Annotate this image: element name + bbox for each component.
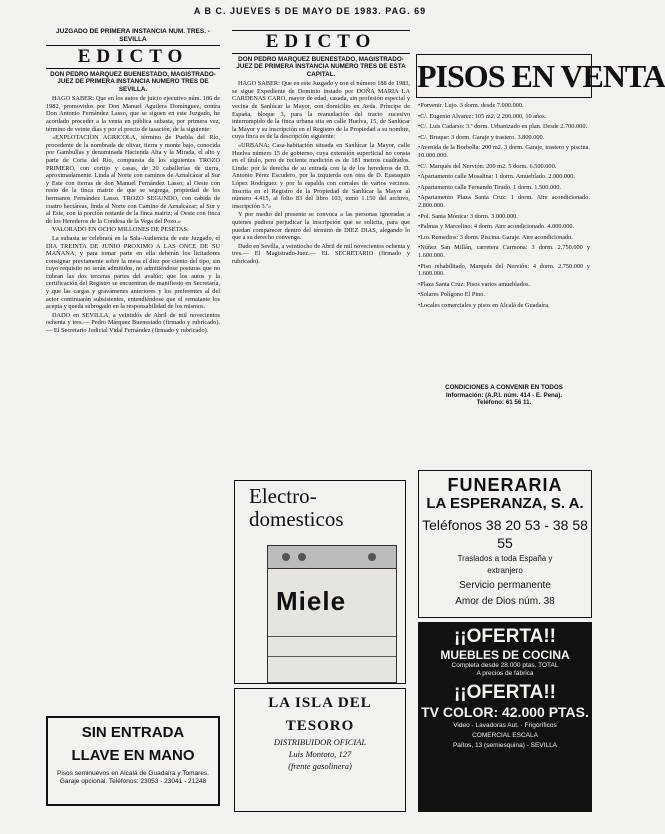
ad-text: DISTRIBUIDOR OFICIAL	[273, 737, 367, 747]
page-header: A B C. JUEVES 5 DE MAYO DE 1983. PAG. 69	[193, 6, 427, 16]
list-item: • Plaza Santa Cruz: Pisos varios amueblados.	[418, 281, 590, 289]
court-heading: JUZGADO DE PRIMERA INSTANCIA NUM. TRES. - SEVILLA	[56, 28, 210, 43]
pisos-list	[418, 102, 590, 380]
list-item: • Avenida de la Borbolla: 200 m2. 3 dorm. Garaje, trastero y piscina. 10.000.000.	[418, 144, 590, 159]
ad-text: Traslados a toda España y	[457, 554, 553, 563]
knob-icon	[368, 553, 376, 561]
paragraph: VALORADO EN OCHO MILLONES DE PESETAS.	[52, 226, 189, 234]
ad-title: LA ISLA DEL	[268, 695, 372, 711]
miele-logo: Miele	[276, 586, 347, 616]
paragraph: La subasta se celebrará en la Sala-Audiencia de este Juzgado, el DIA TREINTA DE JUNIO PROXIMO A LAS ONCE DE SU MAÑANA, y para tomar parte en ella deberán los licitadores consignar previamente sobre la mesa el diez por ciento del tipo, sin cuyo requisito no serán admitidos, no admitiéndose posturas que no cubran las dos terceras partes del avalúo; que los autos y la certificación del Registro se encuentran de manifiesto en Secretaría, y que las cargas y gravámenes anteriores y los preferentes al del actor continuarán subsistentes, entendiéndose que el rematante los acepta y queda subrogado en la responsabilidad de los mismos.	[46, 234, 220, 311]
conditions-info: Información: (A.P.I. núm. 414 - E. Pena).	[445, 391, 563, 399]
paragraph: HAGO SABER: Que en este Juzgado y con el número 188 de 1983, se sigue Expediente de Dominio instado por DOÑA MARIA LA CARDENAS CARO, mayor de edad, casada, sin profesión especial y vecina de Sanlúcar la Mayor, con domicilio en Avda. Príncipe de España, bloque 3, para la reanudación del tracto sucesivo interrumpido de la finca urbana sita en calle Huelva, 15, de Sanlúcar la Mayor y su inscripción en el Registro de la Propiedad a su nombre, cuya finca es de la descripción siguiente:	[232, 80, 410, 141]
ad-address: Paítos, 13 (semiesquina) - SEVILLA	[452, 742, 558, 749]
ad-title: LLAVE EN MANO	[71, 747, 195, 764]
list-item: • C/. Bruque: 3 dorm. Garaje y trastero. 3.800.000.	[418, 134, 590, 142]
list-item: • Solares Polígono El Pino.	[418, 291, 590, 299]
edicto-column-2	[232, 28, 410, 480]
ad-subtitle: MUEBLES DE COCINA	[440, 648, 570, 662]
ad-title	[249, 485, 344, 531]
conditions-block	[418, 384, 590, 407]
ad-title: TESORO	[285, 718, 355, 734]
list-item: • Núñez San Millán, carretera Carmona: 3 dorm. 2.750.000 y 1.600.000.	[418, 244, 590, 259]
list-item: • Pol. Santa Mónica: 3 dorm. 3.000.000.	[418, 213, 590, 221]
paragraph: «EXPLOTACION AGRICOLA, término de Puebla del Río, procedente de la nombrada de olivar, tierra y monte bajo, conocida por Gambullas y denominada Hacienda Alta y la Mirada, el alto y parte de Coria del Río, compuesta de los siguientes TROZO PRIMERO, con cortijo y casas, de 20 caballerías de tierra, aproximadamente. Linda al Norte con caminos de Aznalcázar al Sur y Este con tierras de don Manuel Fernández Lasso; al Oeste con resto de la finca matriz de que se segrega, propiedad de los hermanos Fernández Lasso. TROZO SEGUNDO, con cabida de cuatro hectáreas, linda al Norte con Camino de Aznalcázar; al Sur y al Este, con la porción restante de la finca matriz; al Oeste con finca de los Herederos de la Condesa de la Vega del Pozo.»	[46, 134, 220, 225]
list-item: • Locales comerciales y pisos en Alcalá de Guadaíra.	[418, 302, 590, 310]
list-item: • C/. Luis Cadarso: 3.ª dorm. Urbanizado en plan. Desde 2.700.000.	[418, 123, 590, 131]
divider	[268, 636, 396, 637]
knob-icon	[298, 553, 306, 561]
list-item: • Apartamento calle Mosalina: 1 dorm. Amueblado. 2.000.000.	[418, 173, 590, 181]
conditions-phone: Teléfono: 61 56 11.	[476, 399, 532, 407]
ad-title-line: domesticos	[249, 507, 344, 531]
ad-text: COMERCIAL ESCALA	[472, 732, 538, 739]
ad-text: Luis Montoto, 127	[288, 749, 352, 759]
paragraph: DADO en SEVILLA, a veintidós de Abril de mil novecientos ochenta y tres.— Pedro Márquez Buenestado (firmado y rubricado).— El Secretario Judicial Vidal Fernández (firmado y rubricado).	[46, 311, 220, 335]
sin-entrada-ad	[46, 716, 220, 806]
ad-text: Video · Lavadoras Aut. · Frigoríficos	[453, 722, 557, 729]
ad-title: SIN ENTRADA	[81, 724, 185, 741]
electrodomesticos-ad	[234, 480, 406, 684]
funeraria-ad	[418, 470, 592, 618]
list-item: • Los Remedios: 3 dorm. Piscina. Garaje. Aire acondicionado.	[418, 234, 590, 242]
appliance-control-panel	[268, 546, 396, 569]
ad-title: ¡¡OFERTA!!	[453, 682, 556, 703]
edicto-subtitle: DON PEDRO MARQUEZ BUENESTADO, MAGISTRADO-JUEZ DE PRIMERA INSTANCIA NUMERO TRES DE SEVILLA.	[50, 71, 216, 93]
paragraph: Dado en Sevilla, a veintiocho de Abril de mil novecientos ochenta y tres.— El Magistrado-Juez.— EL SECRETARIO (firmado y rubricado).	[232, 242, 410, 265]
list-item: • C/. Marqués del Nervión: 200 m2. 5 dorm. 6.500.000.	[418, 163, 590, 171]
ad-text: (frente gasolinera)	[288, 761, 352, 771]
paragraph: «URBANA: Casa-habitación situada en Sanlúcar la Mayor, calle Huelva número 15 de gobierno, cuya extensión superficial no consta en el título, pero de reciente medición es de 181 metros cuadrados. Linda: por la derecha de su entrada con la de los herederos de D. Antonio Pérez Escudero, por la izquierda con otra de D. Eustaquio López Rodríguez y por la espalda con corrales de varios vecinos. Inscrita en el Registro de la Propiedad de Sanlúcar la Mayor al número 4.415, al folio 83 del libro 103, tomo 1.150 del archivo, inscripción 3.ª»	[232, 141, 410, 210]
edicto-title: EDICTO	[232, 30, 410, 54]
ad-address: Amor de Dios núm. 38	[455, 596, 555, 607]
ad-text: Servicio permanente	[459, 580, 551, 591]
knob-icon	[282, 553, 290, 561]
conditions-text: CONDICIONES A CONVENIR EN TODOS	[445, 384, 563, 391]
ad-text: Pisos seminuevos en Alcalá de Guadaíra y Tomares. Garaje opcional. Teléfonos: 23053 - 23041 - 21248	[57, 770, 209, 785]
list-item: • Porvenir. Lujo. 3 dorm. desde 7.000.000.	[418, 102, 590, 110]
ad-subtitle: TV COLOR: 42.000 PTAS.	[421, 704, 589, 720]
edicto-subtitle: DON PEDRO MARQUEZ BUENESTADO, MAGISTRADO-JUEZ DE PRIMERA INSTANCIA NUMERO TRES DE ESTA CAPITAL.	[236, 56, 406, 78]
paragraph: Y por medio del presente se convoca a las personas ignoradas a quienes pudiera perjudicar la inscripción que se solicita, para que puedan comparecer dentro del término de DIEZ DIAS, alegando lo que a su derecho convenga.	[232, 211, 410, 242]
edicto-column-1	[46, 28, 220, 711]
isla-tesoro-ad	[234, 688, 406, 812]
ad-text: A precios de fábrica	[476, 670, 534, 677]
ad-title: FUNERARIA	[447, 475, 563, 495]
paragraph: HAGO SABER: Que en los autos de juicio ejecutivo núm. 186 de 1982, promovidos por Don Manuel Aguilera Domínguez, contra Don Antonio Fernández Lasso, que se siguen en este Juzgado, he acordado proceder a la venta en pública subasta, por primera vez, término de veinte días y por el precio de tasación, de la siguiente:	[46, 95, 220, 133]
ad-phones: Teléfonos 38 20 53 - 38 58 55	[422, 517, 588, 551]
ad-text: Completa desde 28.000 ptas. TOTAL	[451, 662, 559, 669]
appliance-illustration	[267, 545, 397, 683]
list-item: • Piso rehabilitado, Marqués del Nervión: 4 dorm. 2.750.000 y 1.600.000.	[418, 263, 590, 278]
ad-text: extranjero	[487, 566, 523, 575]
ad-title-line: Electro-	[249, 484, 317, 508]
ad-name: LA ESPERANZA, S. A.	[426, 495, 584, 512]
divider	[268, 656, 396, 657]
edicto-title: EDICTO	[46, 45, 220, 69]
pisos-en-venta-title: PISOS EN VENTA	[416, 54, 592, 98]
oferta-ad	[418, 622, 592, 812]
list-item: • C/. Eugenio Alvarez: 105 m2. 2.200.000, 10 años.	[418, 113, 590, 121]
list-item: • Apartamento calle Fernando Tirado. 1 dorm. 1.500.000.	[418, 184, 590, 192]
list-item: • Apartamento Plaza Santa Cruz: 1 dorm. Aire acondicionado. 2.800.000.	[418, 194, 590, 209]
list-item: • Palmas y Marcelino: 4 dorm. Aire acondicionado. 4.000.000.	[418, 223, 590, 231]
ad-title: ¡¡OFERTA!!	[453, 626, 556, 647]
